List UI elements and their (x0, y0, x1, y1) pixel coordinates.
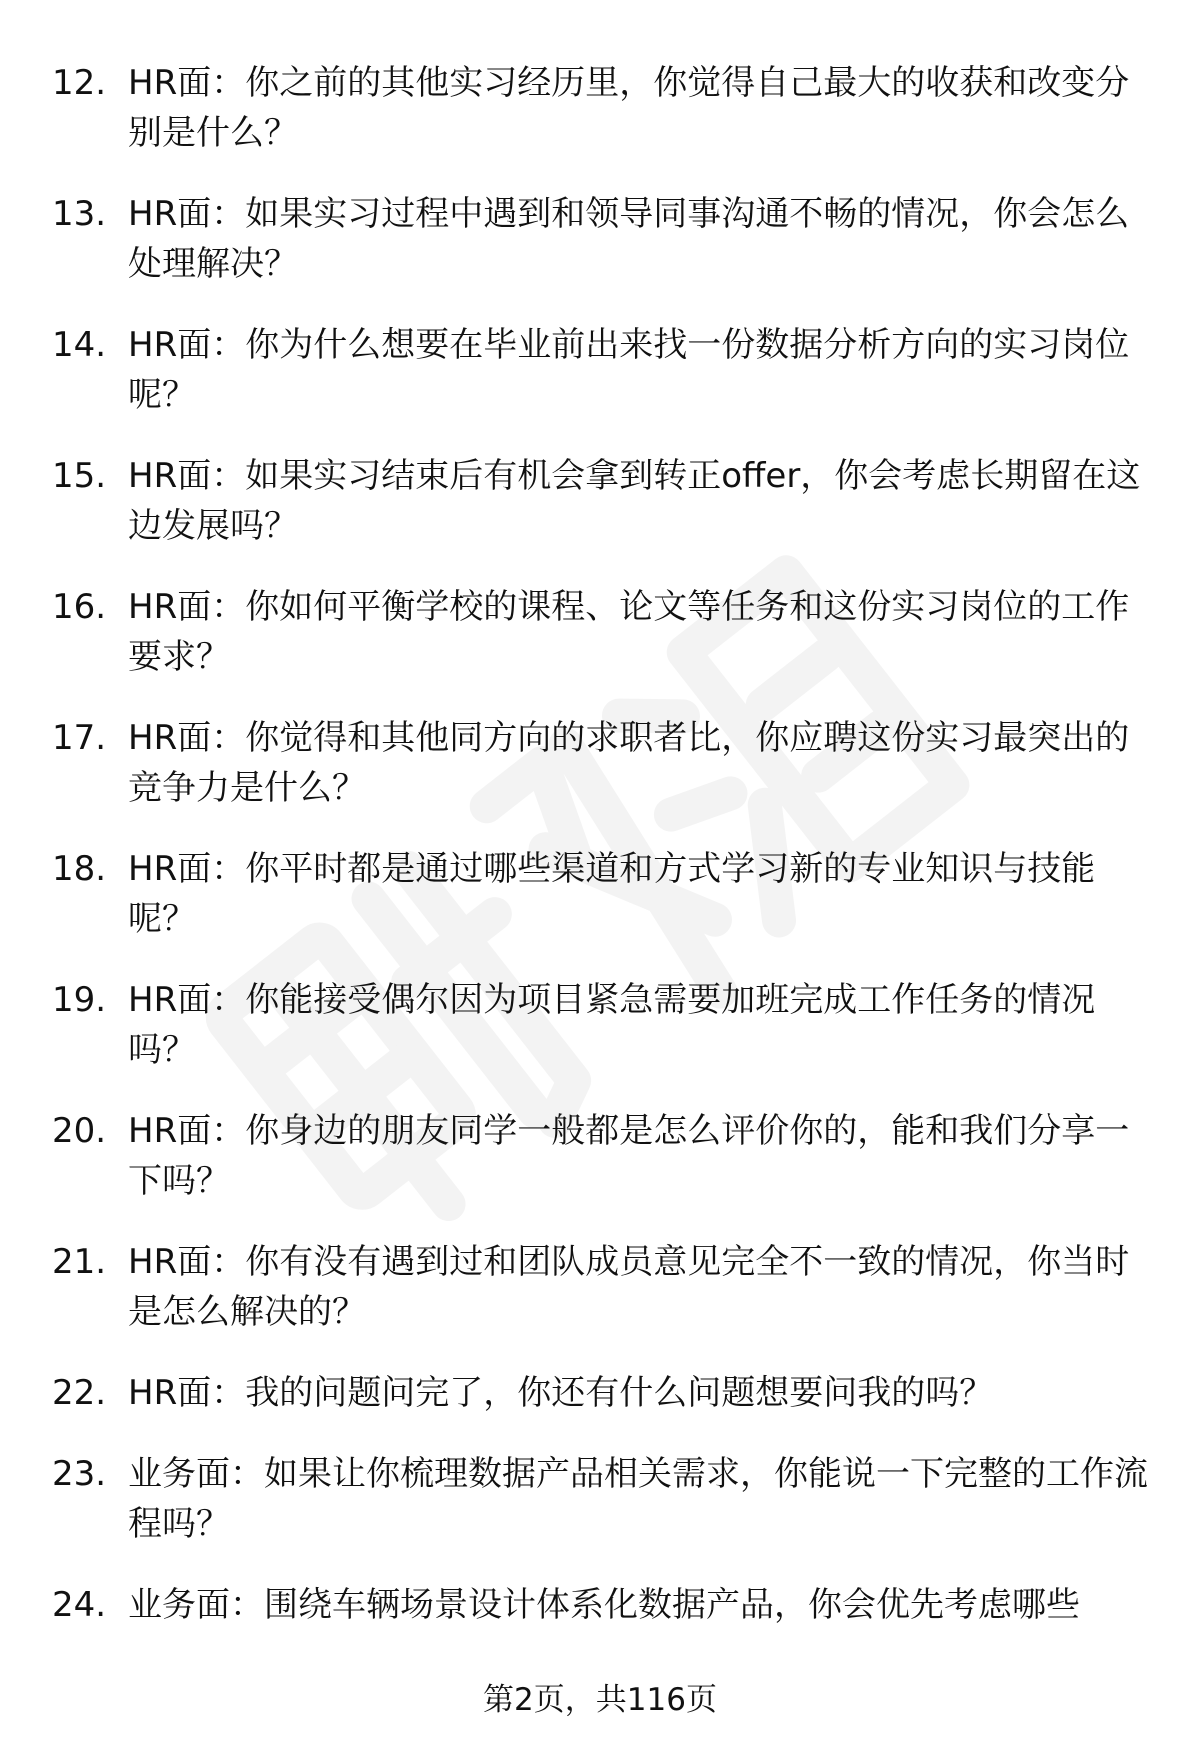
question-number: 18. (52, 849, 107, 889)
question-text: HR面：你能接受偶尔因为项目紧急需要加班完成工作任务的情况吗？ (128, 980, 1096, 1070)
list-item (52, 189, 1162, 289)
list-item (52, 975, 1162, 1075)
question-text: HR面：你觉得和其他同方向的求职者比，你应聘这份实习最突出的竞争力是什么？ (128, 718, 1130, 808)
question-number: 24. (52, 1585, 107, 1625)
list-item (52, 320, 1162, 420)
question-number: 15. (52, 456, 107, 496)
question-number: 23. (52, 1454, 107, 1494)
list-item (52, 451, 1162, 551)
question-text: HR面：你如何平衡学校的课程、论文等任务和这份实习岗位的工作要求？ (128, 587, 1130, 677)
list-item (52, 582, 1162, 682)
question-number: 14. (52, 325, 107, 365)
question-number: 16. (52, 587, 107, 627)
list-item (52, 1237, 1162, 1337)
question-text: HR面：你有没有遇到过和团队成员意见完全不一致的情况，你当时是怎么解决的？ (128, 1242, 1130, 1332)
list-item (52, 1106, 1162, 1206)
question-text: HR面：如果实习结束后有机会拿到转正offer，你会考虑长期留在这边发展吗？ (128, 456, 1141, 546)
question-list (52, 58, 1162, 1661)
question-number: 12. (52, 63, 107, 103)
question-text: HR面：你之前的其他实习经历里，你觉得自己最大的收获和改变分别是什么？ (128, 63, 1130, 153)
list-item (52, 1449, 1162, 1549)
list-item (52, 713, 1162, 813)
question-number: 19. (52, 980, 107, 1020)
list-item (52, 1580, 1162, 1630)
question-text: HR面：如果实习过程中遇到和领导同事沟通不畅的情况，你会怎么处理解决？ (128, 194, 1130, 284)
question-text: HR面：我的问题问完了，你还有什么问题想要问我的吗？ (128, 1373, 994, 1413)
question-text: 业务面：如果让你梳理数据产品相关需求，你能说一下完整的工作流程吗？ (128, 1454, 1148, 1544)
question-number: 13. (52, 194, 107, 234)
question-number: 17. (52, 718, 107, 758)
question-text: HR面：你身边的朋友同学一般都是怎么评价你的，能和我们分享一下吗？ (128, 1111, 1130, 1201)
question-text: HR面：你平时都是通过哪些渠道和方式学习新的专业知识与技能呢？ (128, 849, 1096, 939)
list-item (52, 1368, 1162, 1418)
list-item (52, 58, 1162, 158)
question-number: 20. (52, 1111, 107, 1151)
question-number: 22. (52, 1373, 107, 1413)
question-text: 业务面：围绕车辆场景设计体系化数据产品，你会优先考虑哪些 (128, 1585, 1080, 1625)
list-item (52, 844, 1162, 944)
page-footer: 第2页，共116页 (483, 1682, 717, 1718)
question-text: HR面：你为什么想要在毕业前出来找一份数据分析方向的实习岗位呢？ (128, 325, 1130, 415)
question-number: 21. (52, 1242, 107, 1282)
